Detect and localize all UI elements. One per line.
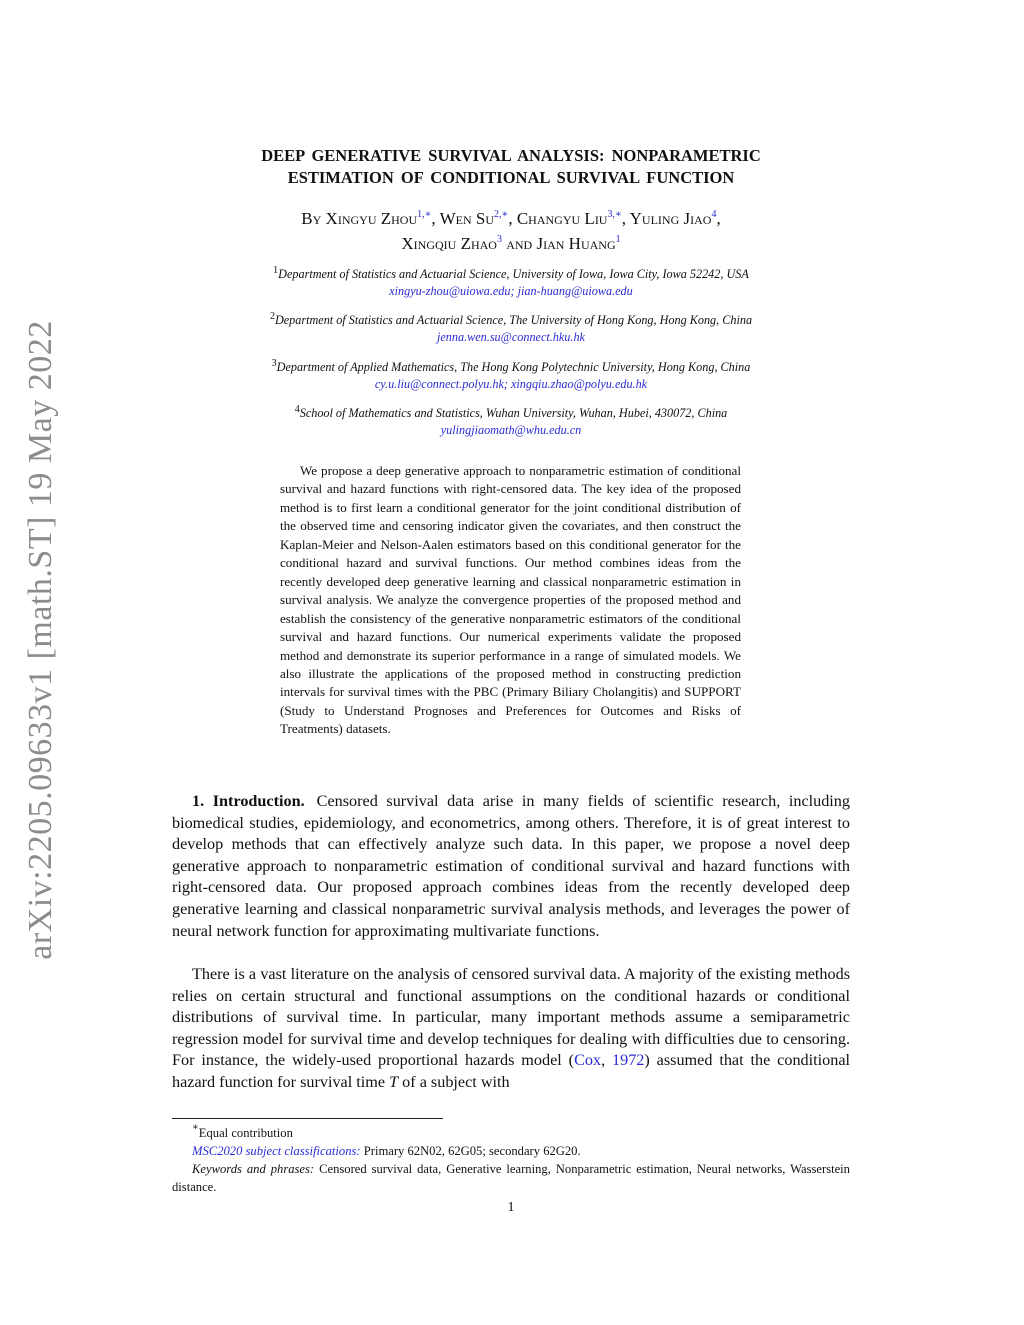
author-name: Xingqiu Zhao	[401, 234, 497, 253]
affiliation-number: 2	[269, 311, 275, 322]
by-label: By	[301, 209, 322, 228]
author-affiliation-link[interactable]: 3,∗	[607, 209, 622, 220]
intro-paragraph-1	[172, 791, 850, 942]
paragraph-text: ) assumed that the conditional hazard function for survival time	[172, 1051, 850, 1091]
msc-link[interactable]: MSC2020 subject classifications:	[192, 1144, 361, 1158]
email-link[interactable]: xingyu-zhou@uiowa.edu; jian-huang@uiowa.edu	[389, 284, 633, 298]
author-name: Wen Su	[439, 209, 495, 228]
intro-paragraph-2: There is a vast literature on the analysis of censored survival data. A majority of the existing methods relies on certain structural and functional assumptions on the conditional hazards or conditional distributions of survival time. In particular, many important methods assume a semiparametric regression model for survival time and develop techniques for dealing with difficulties due to censoring. For instance, the widely-used proportional hazards model (Cox, 1972) assumed that the conditional hazard function for survival time T of a subject with	[172, 965, 850, 1091]
email-link[interactable]: cy.u.liu@connect.polyu.hk; xingqiu.zhao@polyu.edu.hk	[374, 377, 648, 391]
math-symbol: T	[389, 1072, 399, 1091]
paper-title	[172, 145, 850, 189]
affiliation-text: School of Mathematics and Statistics, Wuhan University, Wuhan, Hubei, 430072, China	[299, 406, 728, 420]
abstract: We propose a deep generative approach to nonparametric estimation of conditional survival and hazard functions with right-censored data. The key idea of the proposed method is to first learn a conditional generator for the joint conditional distribution of the observed time and censoring indicator given the covariates, and then construct the Kaplan-Meier and Nelson-Aalen estimators based on this conditional generator for the conditional hazard and survival functions. Our method combines ideas from the recently developed deep generative learning and classical nonparametric estimation in survival analysis. We analyze the convergence properties of the proposed method and establish the consistency of the generative nonparametric estimators of the conditional survival and hazard functions. Our numerical experiments validate the proposed method and demonstrate its superior performance in a range of simulated models. We also illustrate the applications of the proposed method in constructing prediction intervals for survival times with the PBC (Primary Biliary Cholangitis) and SUPPORT (Study to Understand Prognoses and Preferences for Outcomes and Risks of Treatments) datasets.	[280, 463, 741, 737]
footnotes	[172, 1124, 850, 1196]
author-affiliation-link[interactable]: 1	[615, 234, 621, 245]
author-affiliation-link[interactable]: 1,∗	[417, 209, 432, 220]
author-line-2	[172, 231, 850, 256]
title-line-1: DEEP GENERATIVE SURVIVAL ANALYSIS: NONPARAMETRIC	[261, 146, 761, 165]
keywords-label: Keywords and phrases:	[192, 1162, 315, 1176]
footnote-keywords: Keywords and phrases: Censored survival data, Generative learning, Nonparametric estimation, Neural networks, Wasserstein distance.	[172, 1162, 850, 1194]
email-link[interactable]: jenna.wen.su@connect.hku.hk	[437, 330, 585, 344]
citation-year-link[interactable]: 1972	[612, 1051, 645, 1070]
affiliation-2	[172, 308, 850, 346]
affiliation-text: Department of Applied Mathematics, The Hong Kong Polytechnic University, Hong Kong, China	[276, 360, 751, 374]
affiliation-text: Department of Statistics and Actuarial Science, The University of Hong Kong, Hong Kong, China	[274, 313, 753, 327]
author-affiliation-link[interactable]: 4	[711, 209, 717, 220]
author-line-1: By Xingyu Zhou$^{1,∗}$, Wen $Su^{2,∗}$, Changyu Liu$^{3,∗}$, Yuling Jiao$^4$,	[301, 209, 721, 228]
footnote-msc: MSC2020 subject classifications: Primary 62N02, 62G05; secondary 62G20.	[192, 1144, 581, 1158]
author-affiliation-link[interactable]: 2,∗	[494, 209, 509, 220]
arxiv-identifier: arXiv:2205.09633v1 [math.ST] 19 May 2022	[22, 320, 59, 960]
section-heading: 1. Introduction.	[192, 792, 305, 810]
paragraph-text: of a subject with	[398, 1072, 510, 1091]
affiliation-4	[172, 401, 850, 439]
paragraph-text: Censored survival data arise in many fields of scientific research, including biomedical studies, epidemiology, and econometrics, among others. Therefore, it is of great interest to develop methods that can effectively analyze such data. In this paper, we propose a novel deep generative approach to nonparametric estimation of conditional survival and hazard functions with right-censored data. Our proposed approach combines ideas from the recently developed deep generative learning and classical nonparametric survival analysis methods, and leverages the power of neural network function for approximating multivariate functions.	[172, 792, 850, 940]
paragraph-text: There is a vast literature on the analysis of censored survival data. A majority of the existing methods relies on certain structural and functional assumptions on the conditional hazards or conditional distributions of survival time. In particular, many important methods assume a semiparametric regression model for survival time and develop techniques for dealing with difficulties due to censoring. For instance, the widely-used proportional hazards model (	[172, 965, 850, 1070]
affiliation-number: 3	[271, 358, 277, 369]
footnote-rule	[172, 1118, 443, 1119]
author-list	[172, 206, 850, 256]
footnote-mark: ∗	[192, 1122, 199, 1133]
author-name: Xingyu Zhou	[325, 209, 418, 228]
affiliation-3	[172, 355, 850, 393]
author-name: Yuling Jiao	[629, 209, 712, 228]
affiliation-1	[172, 262, 850, 300]
and-label: and	[506, 234, 533, 253]
arxiv-sidebar	[16, 320, 66, 960]
citation-link[interactable]: Cox	[574, 1051, 602, 1070]
affiliation-number: 1	[273, 265, 279, 276]
title-line-2: ESTIMATION OF CONDITIONAL SURVIVAL FUNCTION	[287, 168, 735, 187]
email-link[interactable]: yulingjiaomath@whu.edu.cn	[440, 423, 582, 437]
author-affiliation-link[interactable]: 3	[496, 234, 502, 245]
affiliation-number: 4	[294, 404, 300, 415]
author-name: Changyu Liu	[516, 209, 608, 228]
page-number: 1	[507, 1200, 515, 1215]
affiliation-text: Department of Statistics and Actuarial Science, University of Iowa, Iowa City, Iowa 52242, USA	[278, 267, 749, 281]
footnote-equal-contribution: ∗Equal contribution	[192, 1122, 293, 1140]
author-name: Jian Huang	[536, 234, 616, 253]
